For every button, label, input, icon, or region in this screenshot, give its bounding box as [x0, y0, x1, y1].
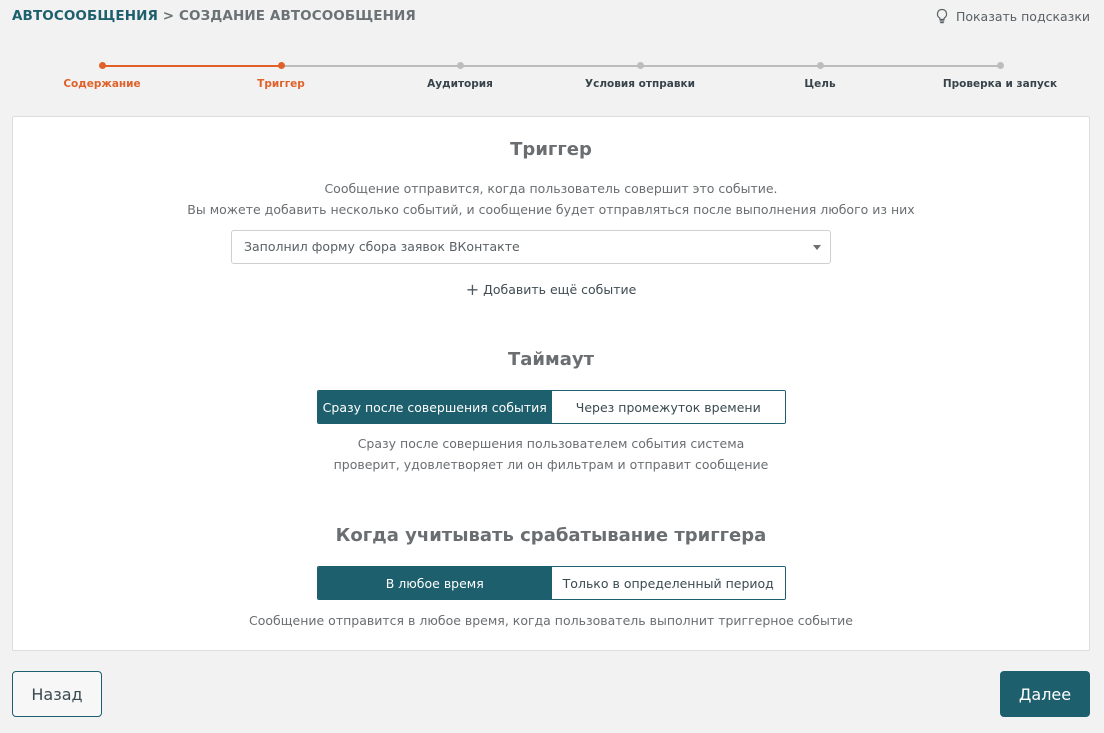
stepper-step-3[interactable]: Аудитория — [427, 78, 493, 90]
back-button[interactable]: Назад — [12, 671, 102, 717]
trigger-event-select[interactable] — [231, 230, 831, 264]
breadcrumb-current: СОЗДАНИЕ АВТОСООБЩЕНИЯ — [179, 8, 416, 24]
stepper-connector — [460, 65, 640, 67]
stepper-step-6[interactable]: Проверка и запуск — [942, 78, 1058, 90]
when-section-title: Когда учитывать срабатывание триггера — [335, 525, 767, 546]
when-description: Сообщение отправится в любое время, когда пользователь выполнит триггерное событие — [249, 613, 853, 628]
stepper-connector — [102, 65, 281, 67]
stepper-step-1[interactable]: Содержание — [63, 78, 141, 90]
timeout-toggle — [317, 390, 786, 424]
progress-stepper — [0, 60, 1104, 94]
lightbulb-icon — [935, 8, 949, 24]
show-hints-link[interactable] — [935, 8, 1090, 24]
breadcrumb-root-link[interactable]: АВТОСООБЩЕНИЯ — [12, 8, 158, 24]
when-option-anytime[interactable]: В любое время — [318, 567, 552, 599]
stepper-connector — [820, 65, 1000, 67]
stepper-dot-4 — [637, 62, 644, 69]
settings-card — [12, 116, 1090, 651]
stepper-step-2[interactable]: Триггер — [257, 78, 305, 90]
when-option-period[interactable]: Только в определенный период — [552, 567, 786, 599]
plus-icon: + — [465, 280, 480, 299]
when-toggle — [317, 566, 786, 600]
breadcrumb-separator: > — [162, 8, 175, 24]
timeout-description-line-2: проверит, удовлетворяет ли он фильтрам и отправит сообщение — [333, 457, 769, 472]
stepper-dot-5 — [817, 62, 824, 69]
add-event-button[interactable] — [13, 279, 1089, 298]
page-header — [12, 8, 1090, 28]
stepper-dot-2 — [278, 62, 285, 69]
timeout-option-immediately[interactable]: Сразу после совершения события — [318, 391, 552, 423]
breadcrumb — [12, 8, 416, 24]
timeout-description-line-1: Сразу после совершения пользователем события система — [357, 436, 745, 451]
trigger-event-select-value: Заполнил форму сбора заявок ВКонтакте — [244, 239, 520, 254]
show-hints-label: Показать подсказки — [955, 8, 1090, 24]
chevron-down-icon — [813, 245, 821, 250]
stepper-dot-6 — [997, 62, 1004, 69]
trigger-section-title: Триггер — [510, 139, 592, 160]
add-event-label: Добавить ещё событие — [483, 282, 637, 297]
next-button[interactable]: Далее — [1000, 671, 1090, 717]
timeout-section-title: Таймаут — [507, 349, 595, 370]
stepper-step-4[interactable]: Условия отправки — [585, 78, 695, 90]
stepper-dot-1 — [99, 62, 106, 69]
trigger-description-line-1: Сообщение отправится, когда пользователь совершит это событие. — [324, 181, 778, 196]
stepper-connector — [640, 65, 820, 67]
trigger-description-line-2: Вы можете добавить несколько событий, и сообщение будет отправляться после выполнения любого из них — [187, 202, 915, 217]
stepper-step-5[interactable]: Цель — [804, 78, 836, 90]
stepper-connector — [281, 65, 460, 67]
stepper-dot-3 — [457, 62, 464, 69]
timeout-option-delay[interactable]: Через промежуток времени — [552, 391, 786, 423]
